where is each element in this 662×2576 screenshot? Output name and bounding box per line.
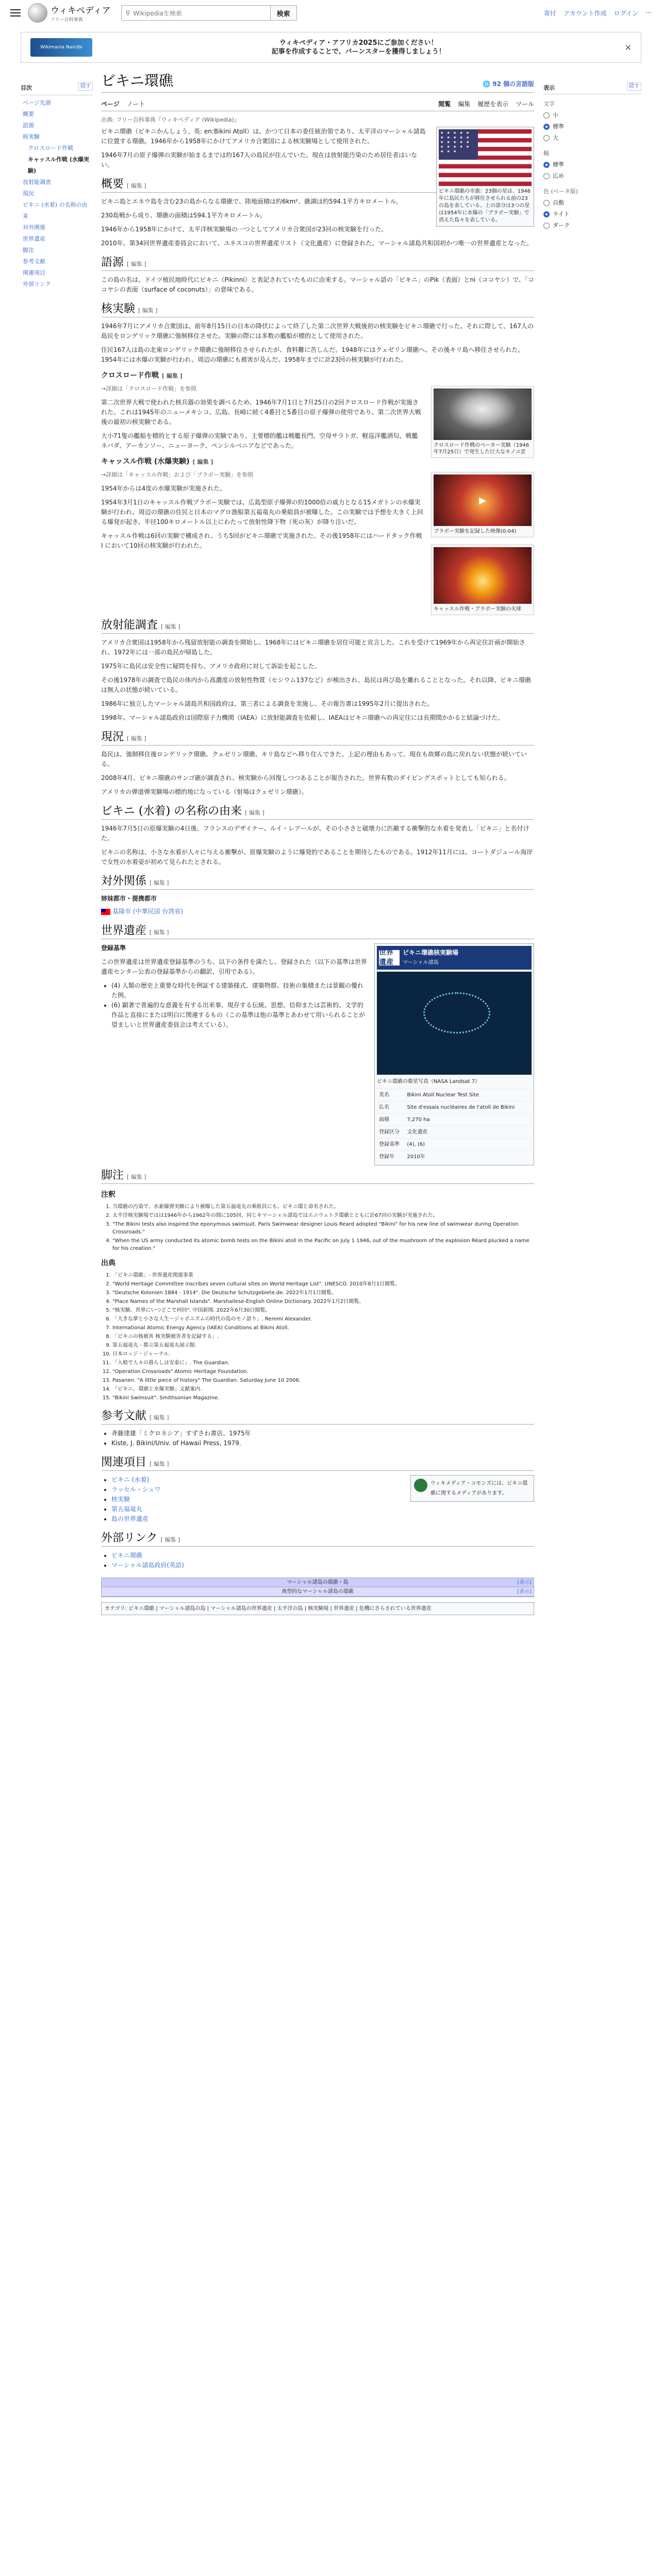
table-cell-value: 7,270 ha bbox=[405, 1114, 532, 1126]
toc-item[interactable]: 放射能調査 bbox=[23, 179, 51, 185]
fireball-image[interactable] bbox=[434, 547, 532, 604]
main-content bbox=[101, 70, 534, 1615]
reference-item: 10. 日本ロッジ・ジャーナル. bbox=[112, 1350, 534, 1358]
text-size-options bbox=[543, 110, 641, 144]
toc-item[interactable]: 現況 bbox=[23, 190, 34, 197]
text-size-label: 文字 bbox=[543, 100, 555, 107]
world-heritage-infobox bbox=[374, 943, 534, 1165]
heritage-header bbox=[377, 946, 532, 970]
site-header bbox=[0, 0, 662, 26]
tab-page[interactable]: ページ bbox=[101, 100, 120, 108]
toc-item[interactable]: ビキニ (水着) の名称の由来 bbox=[23, 201, 88, 219]
radio-option[interactable] bbox=[543, 121, 641, 132]
castle-paragraph: 1954年3月1日のキャッスル作戦ブラボー実験では、広島型原子爆弾の約1000倍の威力となる15メガトンの水爆実験が行われ、周辺の環礁の住民と日本のマグロ漁船第五福竜丸の乗組員が被曝した。この実験では予想を大きく上回る爆発が起き、半径100キロメートル以上にわたって放射性降下物（死の灰）が降り注いだ。 bbox=[101, 499, 423, 526]
table-row bbox=[377, 1126, 532, 1139]
related-link[interactable]: ビキニ (水着) bbox=[111, 1476, 150, 1483]
radio-option[interactable] bbox=[543, 132, 641, 144]
related-link[interactable]: 第五福竜丸 bbox=[111, 1505, 143, 1513]
section-external-links: 外部リンク [ 編集 ] bbox=[101, 1533, 534, 1547]
edit-link[interactable]: [ 編集 ] bbox=[150, 879, 169, 886]
reference-item: 8. 「ビキニの核被害 核実験被害者を記録する」. bbox=[112, 1333, 534, 1341]
radio-label: 小 bbox=[553, 112, 558, 118]
external-links-list bbox=[101, 1551, 534, 1570]
logo-title: ウィキペディア bbox=[51, 6, 111, 16]
campaign-banner bbox=[21, 32, 641, 63]
atoll-outline bbox=[423, 992, 490, 1033]
survey-paragraph: 1975年に島民は安全性に疑問を持ち、アメリカ政府に対して訴訟を起こした。 bbox=[101, 663, 321, 670]
navbox-row[interactable] bbox=[102, 1578, 534, 1587]
edit-link[interactable]: [ 編集 ] bbox=[127, 261, 146, 267]
table-cell-label: 登録区分 bbox=[377, 1126, 405, 1139]
table-of-contents bbox=[21, 82, 93, 290]
toc-item[interactable]: 世界遺産 bbox=[23, 235, 45, 242]
figure-caption: ブラボー実験を記録した映像(0:04) bbox=[434, 529, 517, 534]
survey-paragraph: 1986年に独立したマーシャル諸島共和国政府は、第三者による調査を実施し、その報告書は1995年2月に提出された。 bbox=[101, 700, 434, 707]
references-list bbox=[101, 1272, 534, 1402]
reference-item: 1. 「ビキニ環礁」- 世界遺産関連事業 bbox=[112, 1272, 534, 1279]
login-link[interactable]: ログイン bbox=[614, 9, 638, 17]
radio-label: 標準 bbox=[553, 161, 564, 168]
table-cell-value: Site d'essais nucléaires de l'atoll de Bikini bbox=[405, 1101, 532, 1114]
toc-item[interactable]: 語源 bbox=[23, 122, 34, 129]
list-item bbox=[111, 1561, 534, 1570]
castle-paragraph: 1954年からは4度の水爆実験が実施された。 bbox=[101, 485, 226, 492]
banner-logo: Wikimania Nairobi bbox=[30, 38, 92, 57]
tab-read[interactable]: 閲覧 bbox=[438, 100, 451, 108]
section-bibliography: 参考文献 [ 編集 ] bbox=[101, 1411, 534, 1425]
language-button[interactable] bbox=[483, 79, 534, 88]
table-cell-value: 2010年 bbox=[405, 1151, 532, 1163]
commons-logo-icon bbox=[414, 1479, 427, 1492]
list-item: • (4) 人類の歴史上重要な時代を例証する建築様式、建築物群、技術の集積または景観の優れた例。 bbox=[111, 981, 534, 1001]
table-cell-label: 英名 bbox=[377, 1089, 405, 1101]
note-item: 3. "The Bikini tests also inspired the eponymous swimsuit. Paris Swimwear designer Louis Reard adopted "Bikini" for his new line of swimwear during Operation Crossroads." bbox=[112, 1221, 534, 1236]
reference-item: 9. 第五福竜丸 - 都立第五福竜丸展示館. bbox=[112, 1342, 534, 1349]
banner-text[interactable] bbox=[92, 39, 625, 56]
list-item: • (6) 顕著で普遍的な意義を有する出来事、現存する伝統、思想、信仰または芸術的、文学的作品と直接にまたは明白に関連するもの（この基準は他の基準とあわせて用いられることが望ましいと世界遺産委員会は考えている）。 bbox=[111, 1001, 534, 1030]
color-options bbox=[543, 197, 641, 231]
list-item bbox=[111, 1514, 534, 1524]
list-item: • 斉藤達雄「ミクロネシア」すずさわ書店、1975年 bbox=[111, 1429, 534, 1438]
radio-button[interactable] bbox=[543, 112, 550, 118]
tab-history[interactable]: 履歴を表示 bbox=[477, 100, 509, 108]
banner-line-1: ウィキペディア・アフリカ2025にご参加ください！ bbox=[279, 39, 438, 47]
current-paragraph: 島民は、強制移住後ロンゲリック環礁、クェゼリン環礁、キリ島などへ移り住んできた。上記の理由もあって、現在も故郷の島に戻れない状態が続いている。 bbox=[101, 751, 527, 768]
search-input[interactable] bbox=[121, 5, 271, 21]
toc-item[interactable]: キャッスル作戦 (水爆実験) bbox=[28, 156, 89, 174]
current-paragraph: 2008年4月、ビキニ環礁のサンゴ礁が調査され、核実験から回復しつつあることが報告された。世界有数のダイビングスポットとしても知られる。 bbox=[101, 774, 510, 782]
section-notes: 脚注 [ 編集 ] bbox=[101, 1171, 534, 1184]
donate-link[interactable]: 寄付 bbox=[543, 9, 556, 17]
radio-option[interactable] bbox=[543, 209, 641, 220]
list-item bbox=[111, 1551, 534, 1561]
related-link[interactable]: 島の世界遺産 bbox=[111, 1515, 149, 1522]
heritage-paragraph: この世界遺産は世界遺産登録基準のうち、以下の条件を満たし、登録された（以下の基準は世界遺産センター公表の登録基準からの翻訳、引用である）。 bbox=[101, 958, 368, 975]
radio-label: 自動 bbox=[553, 199, 564, 206]
page-title: ビキニ環礁 bbox=[101, 72, 174, 89]
tab-edit[interactable]: 編集 bbox=[458, 100, 471, 108]
edit-link[interactable]: [ 編集 ] bbox=[245, 809, 264, 816]
survey-paragraph: 1998年、マーシャル諸島政府は国際原子力機関（IAEA）に放射能調査を依頼し、IAEAはビキニ環礁への再定住には長期間かかると結論づけた。 bbox=[101, 714, 504, 721]
radio-button[interactable] bbox=[543, 211, 550, 217]
toc-item[interactable]: 対外関係 bbox=[23, 224, 45, 231]
crossroads-paragraph: 第二次世界大戦で使われた核兵器の効果を調べるため、1946年7月1日と7月25日の2回クロスロード作戦が実施された。これは1945年のニューメキシコ、広島、長崎に続く4番目と5番目の原子爆弾の使用であり、第二次世界大戦後の最初の核実験である。 bbox=[101, 399, 421, 426]
toc-item[interactable]: 外部リンク bbox=[23, 281, 51, 287]
table-row bbox=[377, 1114, 532, 1126]
edit-link[interactable]: [ 編集 ] bbox=[160, 1536, 180, 1543]
toc-item[interactable]: クロスロード作戦 bbox=[28, 145, 73, 151]
appearance-header bbox=[543, 82, 641, 94]
page-tabs bbox=[101, 97, 534, 111]
world-heritage-emblem-icon: 世界遺産 bbox=[379, 950, 400, 965]
search-placeholder: Wikipediaを検索 bbox=[133, 9, 182, 17]
figure-caption: キャッスル作戦・ブラボー実験の火球 bbox=[434, 606, 521, 612]
table-row bbox=[377, 1101, 532, 1114]
crossroads-figure bbox=[431, 386, 534, 458]
radio-button[interactable] bbox=[543, 135, 550, 141]
navbox-row[interactable] bbox=[102, 1587, 534, 1597]
section-crossroads: クロスロード作戦 [ 編集 ] bbox=[101, 371, 183, 380]
search-button[interactable]: 検索 bbox=[270, 5, 297, 21]
section-world-heritage: 世界遺産 [ 編集 ] bbox=[101, 926, 534, 939]
list-item bbox=[111, 1504, 534, 1514]
external-link[interactable]: マーシャル諸島政府(英語) bbox=[111, 1562, 184, 1569]
nuclear-paragraph: 住民167人は島の北東ロンゲリック環礁に強制移住させられたが、食料難に苦しんだ。1948年にはクェゼリン環礁へ、その後キリ島へ移住させられた。1954年には水爆の実験が行われ、周辺の環礁にも被害が及んだ。1958年までに計23回の核実験が行われた。 bbox=[101, 346, 524, 363]
tab-tools[interactable]: ツール bbox=[516, 100, 534, 108]
reference-item: 15. "Bikini Swimsuit". Smithsonian Magazine. bbox=[112, 1394, 534, 1402]
toc-item[interactable]: 概要 bbox=[23, 111, 34, 117]
heritage-subtitle: マーシャル諸島 bbox=[403, 960, 439, 965]
radio-button[interactable] bbox=[543, 200, 550, 206]
radio-label: ライト bbox=[553, 211, 570, 217]
edit-link[interactable]: [ 編集 ] bbox=[150, 1461, 169, 1467]
section-current-status: 現況 [ 編集 ] bbox=[101, 732, 534, 745]
appearance-panel bbox=[543, 82, 641, 231]
language-count: 92 個の言語版 bbox=[492, 80, 534, 88]
reference-item: 3. "Deutsche Kolonien 1884 - 1914". Die Deutsche Schutzgebiete.de. 2022年1月1日閲覧。 bbox=[112, 1289, 534, 1297]
user-links bbox=[544, 9, 652, 18]
radio-button[interactable] bbox=[543, 173, 550, 179]
commons-box bbox=[410, 1475, 534, 1502]
swimsuit-paragraph: 1946年7月5日の原爆実験の4日後、フランスのデザイナー、ルイ・レアールが、その小ささと破壊力に匹敵する衝撃的な水着を発表し「ビキニ」と名付けた。 bbox=[101, 825, 529, 842]
video-player[interactable] bbox=[434, 474, 532, 526]
current-paragraph: アメリカの弾道弾実験場の標的地になっている（射場はクェゼリン環礁）。 bbox=[101, 788, 308, 795]
toc-title: 目次 bbox=[21, 84, 32, 91]
survey-paragraph: その後1978年の調査で島民の体内から高濃度の放射性物質（セシウム137など）が検出され、島民は再び島を離れることとなった。それ以降、ビキニ環礁は無人の状態が続いている。 bbox=[101, 676, 532, 693]
intro-paragraph-1: ビキニ環礁（ビキニかんしょう、英: en:Bikini Atoll）は、かつて日本の委任統治領であり、太平洋のマーシャル諸島に位置する環礁。1946年から1958年にかけてアメリカ合衆国による核実験場として使用された。 bbox=[101, 128, 426, 145]
toc-header bbox=[21, 82, 93, 95]
section-etymology: 語源 [ 編集 ] bbox=[101, 258, 534, 271]
navbox bbox=[101, 1578, 534, 1597]
radio-option[interactable] bbox=[543, 197, 641, 209]
survey-paragraph: アメリカ合衆国は1958年から残留放射能の調査を開始し、1968年にはビキニ環礁を居住可能と宣言した。これを受けて1969年から再定住計画が開始され、1972年には一部の島民が帰島した。 bbox=[101, 639, 525, 656]
radio-button[interactable] bbox=[543, 124, 550, 130]
figure-caption: クロスロード作戦のベーカー実験（1946年7月25日）で発生した巨大なキノコ雲 bbox=[434, 443, 529, 455]
table-row bbox=[377, 1089, 532, 1101]
close-icon[interactable]: ✕ bbox=[624, 42, 632, 53]
sister-city-heading: 姉妹都市・提携都市 bbox=[101, 895, 157, 902]
notes-list bbox=[101, 1203, 534, 1252]
sister-city-link[interactable]: 基隆市 (中華民国 台湾省) bbox=[112, 908, 183, 915]
tab-talk[interactable]: ノート bbox=[126, 100, 145, 108]
swimsuit-paragraph: ビキニの名称は、小さな水着が人々に与える衝撃が、原爆実験のように爆発的であることを期待したものである。1912年11月には、コートダジュール海岸で女性の水着姿が初めて見られたとされる。 bbox=[101, 849, 533, 866]
page-title-row bbox=[101, 70, 534, 93]
table-cell-value: (4), (6) bbox=[405, 1139, 532, 1151]
section-nuclear-tests: 核実験 [ 編集 ] bbox=[101, 304, 534, 317]
banner-line-2: 記事を作成することで、バーンスターを獲得しましょう！ bbox=[271, 48, 445, 56]
sister-city-item bbox=[101, 907, 534, 917]
reference-item: 6. 「大きな夢と小さな人生～ジャポニズムの時代の島のモノ語り」. Remmi Alexander. bbox=[112, 1315, 534, 1323]
table-row bbox=[377, 1139, 532, 1151]
edit-link[interactable]: [ 編集 ] bbox=[192, 459, 213, 465]
heritage-title: ビキニ環礁核実験場 bbox=[403, 949, 459, 956]
search-icon: ⚲ bbox=[125, 9, 130, 16]
related-link[interactable]: 核実験 bbox=[111, 1496, 130, 1503]
commons-text[interactable]: ウィキメディア・コモンズには、ビキニ環礁に関するメディアがあります。 bbox=[431, 1481, 528, 1496]
section-overview: 概要 [ 編集 ] bbox=[101, 179, 534, 193]
mushroom-cloud-image[interactable] bbox=[434, 388, 532, 440]
table-cell-label: 面積 bbox=[377, 1114, 405, 1126]
edit-link[interactable]: [ 編集 ] bbox=[162, 372, 183, 379]
logo-subtitle: フリー百科事典 bbox=[51, 18, 83, 23]
appearance-title: 表示 bbox=[543, 84, 555, 91]
hatnote: →詳細は「クロスロード作戦」を参照 bbox=[101, 385, 197, 392]
nuclear-paragraph: 1946年7月にアメリカ合衆国は、前年8月15日の日本の降伏によって終了した第二次世界大戦後初の核実験をビキニ環礁で行った。それに際して、167人の島民をロンゲリック環礁に強制移住させた。実験の際には多数の艦船が標的として使用された。 bbox=[101, 323, 534, 340]
section-castle: キャッスル作戦 (水爆実験) [ 編集 ] bbox=[101, 457, 213, 466]
heritage-map-caption: ビキニ環礁の衛星写真（NASA Landsat 7） bbox=[377, 1079, 481, 1084]
list-item: • Kiste, J. Bikini/Univ. of Hawaii Press, 1979. bbox=[111, 1438, 534, 1448]
table-cell-label: 仏名 bbox=[377, 1101, 405, 1114]
castle-paragraph: キャッスル作戦は6回の実験で構成され、うち5回がビキニ環礁で実施された。その後1958年にはハードタック作戦I において10回の核実験が行われた。 bbox=[101, 532, 422, 549]
edit-link[interactable]: [ 編集 ] bbox=[127, 735, 146, 742]
related-link[interactable]: ラッセル・シュワ bbox=[111, 1486, 161, 1493]
article-body bbox=[101, 127, 534, 1615]
appearance-hide-button[interactable]: 隠す bbox=[627, 82, 641, 91]
bibliography-list bbox=[101, 1429, 534, 1448]
overview-paragraph: 1946年から1958年にかけて、太平洋核実験場の一つとしてアメリカ合衆国が23回の核実験を行った。 bbox=[101, 226, 388, 233]
taiwan-flag-icon bbox=[101, 909, 110, 915]
heritage-table bbox=[377, 1089, 532, 1163]
create-account-link[interactable]: アカウント作成 bbox=[563, 9, 607, 17]
play-icon[interactable]: ▶ bbox=[479, 495, 486, 506]
radio-label: 大 bbox=[553, 134, 558, 141]
radio-option[interactable] bbox=[543, 220, 641, 231]
table-row bbox=[377, 1151, 532, 1163]
infobox-caption: ビキニ環礁の市旗：23個の星は、1946年に島民たちが移住させられる前の23の島を表している。上の部分は3つの星は1954年に水爆の「ブラボー実験」で消えた島々を表している。 bbox=[439, 189, 531, 223]
wikipedia-logo-icon[interactable] bbox=[28, 3, 47, 23]
heritage-criteria-heading: 登録基準 bbox=[101, 944, 126, 952]
radio-button[interactable] bbox=[543, 162, 550, 168]
note-item: 4. "When the US army conducted its atomic bomb tests on the Bikini atoll in the Pacific on July 1 1946, out of the mushroom of the explosion Réard plucked a name for his creation." bbox=[112, 1237, 534, 1252]
edit-link[interactable]: [ 編集 ] bbox=[161, 623, 180, 630]
translate-icon: 🌐 bbox=[482, 80, 493, 88]
castle-fireball-figure bbox=[431, 545, 534, 615]
toc-item[interactable]: 関連項目 bbox=[23, 269, 45, 276]
toc-list bbox=[21, 97, 93, 290]
crossroads-paragraph: 大小71隻の艦船を標的とする原子爆弾の実験であり、主要標的艦は戦艦長門、空母サラトガ、軽巡洋艦酒匂、戦艦ネバダ、アーカンソー、ニューヨーク、ペンシルベニアなどであった。 bbox=[101, 432, 418, 449]
overview-paragraph: ビキニ島とエネウ島を含む23の島からなる環礁で、陸地面積は約6km²、礁湖は約594.1平方キロメートル。 bbox=[101, 198, 402, 205]
edit-link[interactable]: [ 編集 ] bbox=[127, 182, 146, 189]
section-related: 関連項目 [ 編集 ] bbox=[101, 1458, 534, 1471]
overview-paragraph: 2010年、第34回世界遺産委員会において、ユネスコの世界遺産リスト（文化遺産）に登録された。マーシャル諸島共和国初かつ唯一の世界遺産となった。 bbox=[101, 240, 533, 247]
satellite-image[interactable] bbox=[377, 972, 532, 1075]
wikipedia-wordmark[interactable] bbox=[51, 3, 111, 23]
section-radiation-survey: 放射能調査 [ 編集 ] bbox=[101, 620, 534, 634]
navbox-title: 典型的なマーシャル諸島の環礁 bbox=[282, 1589, 354, 1595]
radio-label: 広め bbox=[553, 173, 564, 179]
reference-item: 7. International Atomic Energy Agency (IAEA) Conditions at Bikini Atoll. bbox=[112, 1324, 534, 1332]
radio-label: 標準 bbox=[553, 123, 564, 130]
navbox-show-toggle[interactable]: [表示] bbox=[517, 1589, 532, 1595]
edit-link[interactable]: [ 編集 ] bbox=[150, 929, 169, 936]
external-link[interactable]: ビキニ環礁 bbox=[111, 1552, 143, 1559]
note-item: 1. 当環礁の汚染で、水素爆弾実験により被曝した第五福竜丸の乗組員にも、ビキニ環と命名された。 bbox=[112, 1203, 534, 1211]
radio-option[interactable] bbox=[543, 171, 641, 182]
bikini-flag-image[interactable] bbox=[439, 129, 532, 186]
edit-link[interactable]: [ 編集 ] bbox=[138, 307, 158, 314]
main-menu-icon[interactable] bbox=[10, 9, 21, 16]
toc-item[interactable]: 参考文献 bbox=[23, 258, 45, 265]
reference-item: 12. "Operation Crossroads" Atomic Heritage Foundation. bbox=[112, 1368, 534, 1376]
table-cell-value: 文化遺産 bbox=[405, 1126, 532, 1139]
color-label: 色 (ベータ版) bbox=[543, 188, 578, 195]
intro-paragraph-2: 1946年7月の原子爆弾の実験が始まるまでは約167人の島民が住んでいた。現在は放射能汚染のため居住者はいない。 bbox=[101, 151, 418, 168]
flag-canton: ★ ★ ★ ★ ★ ★ ★ ★ ★ ★ ★ ★ ★ ★ ★ ★ ★ ★ ★ ★ ★ ★ ★ bbox=[439, 129, 478, 160]
notes-subheading: 注釈 bbox=[101, 1191, 115, 1199]
reference-item: 14. 「ビキニ、環礁と水爆実験」文献案内. bbox=[112, 1385, 534, 1393]
more-options-icon[interactable]: ⋯ bbox=[646, 8, 652, 16]
etymology-paragraph: この島の名は、ドイツ植民地時代にピキニ（Pikinni）と表記されていたものに由来する。マーシャル語の「ピキニ」のPik（表面）とni（ココヤシ）で、「ココヤシの表面（surface of coconuts）」の意味である。 bbox=[101, 276, 534, 293]
edit-link[interactable]: [ 編集 ] bbox=[150, 1414, 169, 1421]
references-subheading: 出典 bbox=[101, 1259, 115, 1267]
radio-button[interactable] bbox=[543, 223, 550, 229]
overview-paragraph: 230島戦から成り、環礁の面積は594.1平方キロメートル。 bbox=[101, 212, 267, 219]
section-foreign-relations: 対外関係 [ 編集 ] bbox=[101, 876, 534, 890]
reference-item: 5. "核実験、世界にいつどこで何回". 中国新聞. 2022年6月30日閲覧。 bbox=[112, 1307, 534, 1314]
category-links[interactable]: カテゴリ: ビキニ環礁 | マーシャル諸島の島 | マーシャル諸島の世界遺産 | 太平洋の島 | 核実験場 | 世界遺産 | 危機にさらされている世界遺産 bbox=[101, 1602, 534, 1615]
edit-link[interactable]: [ 編集 ] bbox=[127, 1174, 146, 1180]
table-cell-label: 登録基準 bbox=[377, 1139, 405, 1151]
navbox-show-toggle[interactable]: [表示] bbox=[517, 1580, 532, 1585]
reference-item: 4. "Place Names of the Marshall Islands". Marshallese-English Online Dictionary. 2022年1月2日閲覧。 bbox=[112, 1298, 534, 1306]
radio-option[interactable] bbox=[543, 110, 641, 121]
width-label: 幅 bbox=[543, 150, 549, 157]
width-options bbox=[543, 159, 641, 182]
reference-item: 11. 「入植で人々の暮らしは安泰に」. The Guardian. bbox=[112, 1359, 534, 1367]
section-swimsuit-name: ビキニ (水着) の名称の由来 [ 編集 ] bbox=[101, 806, 534, 820]
navbox-title: マーシャル諸島の環礁・島 bbox=[287, 1580, 349, 1585]
page-source-note: 出典: フリー百科事典『ウィキペディア (Wikipedia)』 bbox=[101, 116, 240, 123]
radio-option[interactable] bbox=[543, 159, 641, 171]
radio-label: ダーク bbox=[553, 222, 570, 229]
reference-item: 2. "World Heritage Committee inscribes seven cultural sites on World Heritage List". UNESCO. 2010年8月1日閲覧。 bbox=[112, 1280, 534, 1288]
toc-hide-button[interactable]: 隠す bbox=[78, 82, 93, 91]
table-cell-label: 登録年 bbox=[377, 1151, 405, 1163]
castle-video-figure bbox=[431, 472, 534, 537]
note-item: 2. 太平洋核実験場ではは1946年から1962年の間に105回、同じキマーシャル諸島ではエニウェトク環礁とともに計67回の実験が実施された。 bbox=[112, 1212, 534, 1219]
toc-item[interactable]: 核実験 bbox=[23, 133, 40, 140]
toc-item[interactable]: 脚注 bbox=[23, 247, 34, 253]
table-cell-value: Bikini Atoll Nuclear Test Site bbox=[405, 1089, 532, 1101]
toc-item[interactable]: ページ先頭 bbox=[23, 99, 51, 106]
reference-item: 13. Pasanen. "A little piece of history" The Guardian. Saturday June 10 2006. bbox=[112, 1377, 534, 1384]
hatnote: →詳細は「キャッスル作戦」および「ブラボー実験」を参照 bbox=[101, 471, 254, 478]
infobox bbox=[436, 127, 534, 227]
